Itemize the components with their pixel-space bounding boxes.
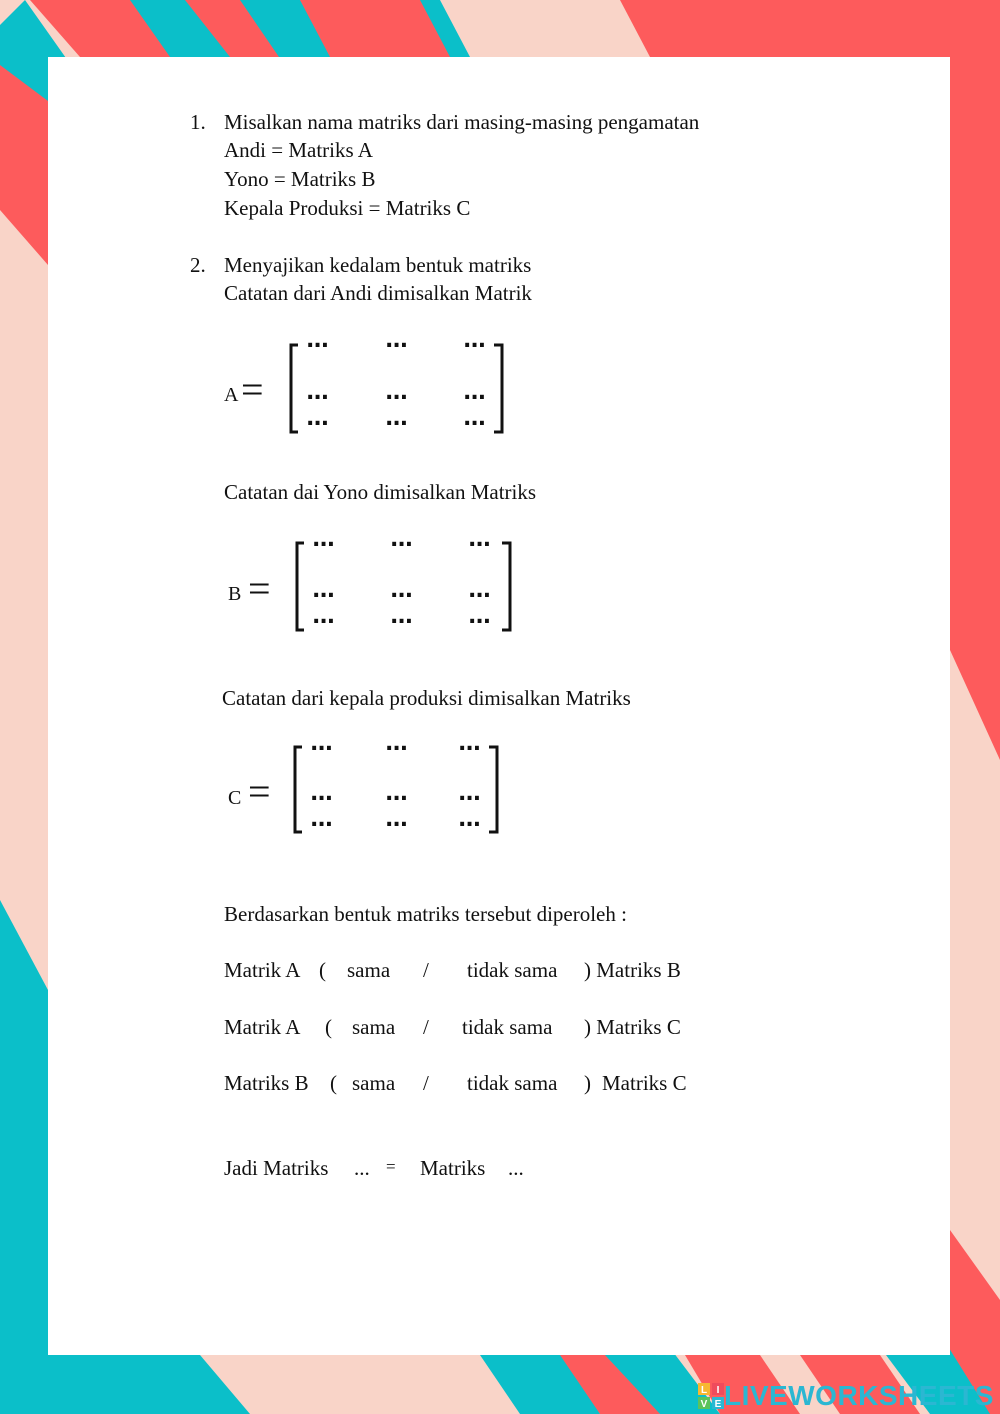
row2-open-paren: (: [325, 1015, 332, 1039]
matrix-a-cell-2-1: ...: [306, 380, 329, 405]
matrix-c-cell-2-1: ...: [310, 781, 333, 806]
liveworksheets-logo-icon: [698, 1383, 724, 1409]
comparison-intro: Berdasarkan bentuk matriks tersebut diperoleh :: [224, 902, 627, 926]
row1-option-tidak-sama[interactable]: tidak sama: [467, 958, 558, 982]
row3-right: Matriks C: [602, 1071, 687, 1095]
caption-matrix-b: Catatan dai Yono dimisalkan Matriks: [224, 480, 537, 504]
conclusion-left: Jadi Matriks: [224, 1156, 329, 1180]
item1-line3: Yono = Matriks B: [224, 167, 376, 191]
matrix-a-label: A: [224, 384, 239, 406]
logo-badge-e: E: [714, 1399, 722, 1409]
stripe-red-right: [950, 57, 1000, 760]
matrix-b-label: B: [228, 583, 242, 605]
item1-line2: Andi = Matriks A: [224, 138, 373, 162]
caption-matrix-c: Catatan dari kepala produksi dimisalkan Matriks: [222, 686, 631, 710]
matrix-b-cell-2-1: ...: [312, 578, 335, 603]
conclusion-equals: =: [386, 1157, 396, 1176]
row3-separator: /: [423, 1071, 429, 1095]
row1-option-sama[interactable]: sama: [347, 958, 391, 982]
row1-right: ) Matriks B: [584, 958, 681, 982]
matrix-b-equals: =: [248, 566, 271, 611]
matrix-c-cell-1-1: ...: [310, 731, 333, 756]
matrix-b-cell-3-2: ...: [390, 604, 413, 629]
row2-option-tidak-sama[interactable]: tidak sama: [462, 1015, 553, 1039]
matrix-c-cell-2-3: ...: [458, 781, 481, 806]
liveworksheets-wordmark: LIVEWORKSHEETS: [724, 1380, 994, 1411]
matrix-b-cell-1-3: ...: [468, 527, 491, 552]
matrix-c-cell-3-3: ...: [458, 807, 481, 832]
matrix-c-cell-3-2: ...: [385, 807, 408, 832]
matrix-a-cell-1-1: ...: [306, 328, 329, 353]
caption-matrix-a: Catatan dari Andi dimisalkan Matrik: [224, 281, 532, 305]
row3-option-tidak-sama[interactable]: tidak sama: [467, 1071, 558, 1095]
row1-left: Matrik A: [224, 958, 301, 982]
row3-close-paren: ): [584, 1071, 591, 1095]
row2-right: ) Matriks C: [584, 1015, 681, 1039]
row1-separator: /: [423, 958, 429, 982]
stripe-teal-left: [0, 900, 48, 1414]
matrix-c-cell-1-3: ...: [458, 731, 481, 756]
matrix-a-cell-3-2: ...: [385, 406, 408, 431]
matrix-a-cell-3-1: ...: [306, 406, 329, 431]
matrix-a-cell-2-2: ...: [385, 380, 408, 405]
matrix-b-cell-1-1: ...: [312, 527, 335, 552]
matrix-c-cell-2-2: ...: [385, 781, 408, 806]
matrix-c-cell-3-1: ...: [310, 807, 333, 832]
matrix-c-label: C: [228, 787, 242, 809]
matrix-a-cell-2-3: ...: [463, 380, 486, 405]
liveworksheets-watermark: [698, 1378, 994, 1414]
logo-badge-l: L: [700, 1385, 708, 1396]
matrix-a-cell-1-3: ...: [463, 328, 486, 353]
logo-badge-i: I: [716, 1385, 720, 1396]
stripe-red-top-right: [620, 0, 1000, 57]
matrix-b-cell-1-2: ...: [390, 527, 413, 552]
row3-left: Matriks B: [224, 1071, 309, 1095]
stripe-teal-bottom-left: [48, 1355, 250, 1414]
row2-option-sama[interactable]: sama: [352, 1015, 396, 1039]
matrix-a-cell-1-2: ...: [385, 328, 408, 353]
item1-line1: Misalkan nama matriks dari masing-masing pengamatan: [224, 110, 700, 134]
matrix-b-cell-2-3: ...: [468, 578, 491, 603]
matrix-b-cell-3-1: ...: [312, 604, 335, 629]
matrix-a-cell-3-3: ...: [463, 406, 486, 431]
item-number-1: 1.: [190, 110, 206, 134]
row2-left: Matrik A: [224, 1015, 301, 1039]
matrix-b-cell-2-2: ...: [390, 578, 413, 603]
matrix-c-cell-1-2: ...: [385, 731, 408, 756]
conclusion-right: Matriks: [420, 1156, 486, 1180]
row3-option-sama[interactable]: sama: [352, 1071, 396, 1095]
logo-badge-v: V: [700, 1399, 708, 1409]
item-number-2: 2.: [190, 253, 206, 277]
matrix-a-equals: =: [241, 367, 264, 412]
item1-line4: Kepala Produksi = Matriks C: [224, 196, 471, 220]
row1-open-paren: (: [319, 958, 326, 982]
row2-separator: /: [423, 1015, 429, 1039]
conclusion-blank-2[interactable]: ...: [508, 1156, 524, 1180]
matrix-b-cell-3-3: ...: [468, 604, 491, 629]
conclusion-blank-1[interactable]: ...: [354, 1156, 370, 1180]
item2-line1: Menyajikan kedalam bentuk matriks: [224, 253, 532, 277]
matrix-c-equals: =: [248, 769, 271, 814]
row3-open-paren: (: [330, 1071, 337, 1095]
